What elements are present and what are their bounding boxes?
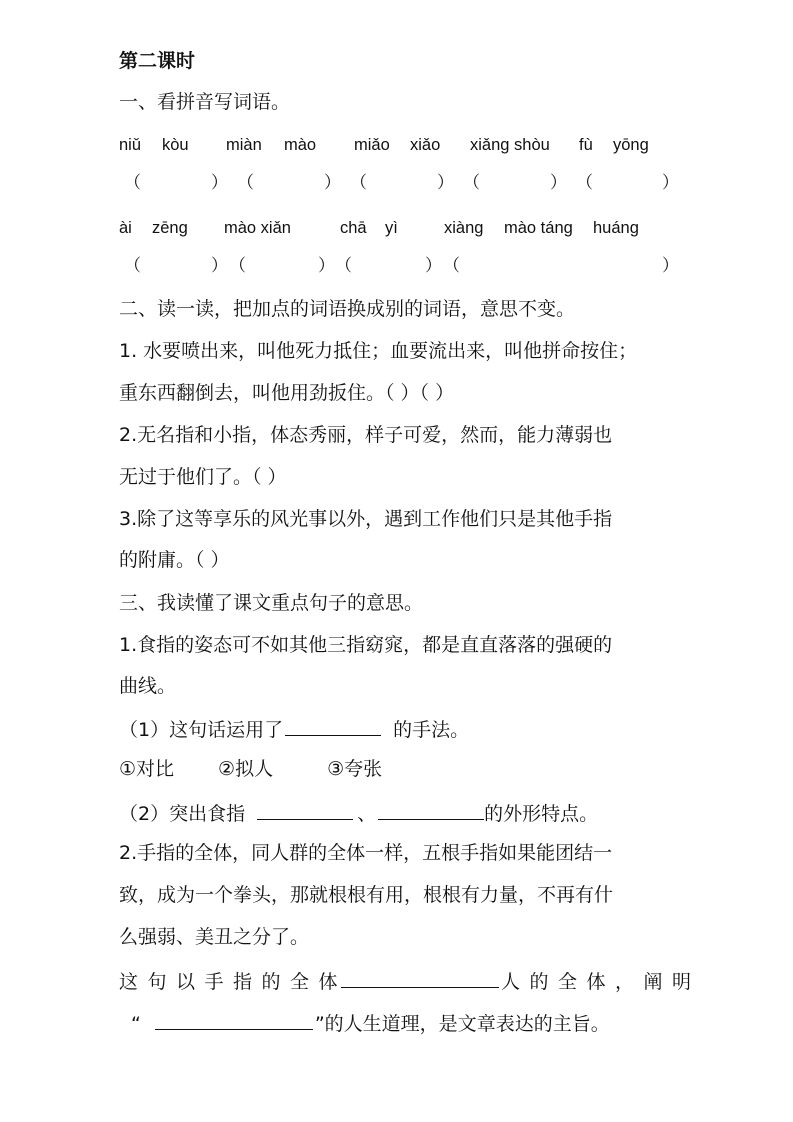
section3-q2-line1: 2.手指的全体，同人群的全体一样，五根手指如果能团结一 xyxy=(119,842,613,864)
section2-q3-line2: 的附庸。（ ） xyxy=(119,549,230,571)
pinyin-item: fù xyxy=(579,136,593,154)
sub1-prefix: （1）这句话运用了 xyxy=(119,719,284,741)
section3-heading: 三、我读懂了课文重点句子的意思。 xyxy=(119,592,424,614)
sub1-suffix: 的手法。 xyxy=(393,719,470,741)
section2-q1-line1: 1. 水要喷出来，叫他死力抵住；血要流出来，叫他拼命按住； xyxy=(119,340,638,362)
section3-q1-line1: 1.食指的姿态可不如其他三指窈窕，都是直直落落的强硬的 xyxy=(119,634,613,656)
pinyin-item: mào xyxy=(284,136,317,154)
section3-q2-line2: 致，成为一个拳头，那就根根有用，根根有力量，不再有什 xyxy=(119,884,614,906)
option-item: ③夸张 xyxy=(327,758,383,780)
sub2-prefix: （2）突出食指 xyxy=(119,803,246,825)
sub2-suffix: 的外形特点。 xyxy=(484,803,599,825)
close-paren: ） xyxy=(662,173,679,193)
sub1-answer-blank[interactable] xyxy=(285,718,381,736)
pinyin-item: xiǎo xyxy=(410,136,441,154)
close-paren: ） xyxy=(211,173,228,193)
close-paren: ） xyxy=(437,173,454,193)
section3-q2-fill-line xyxy=(119,970,701,992)
pinyin-item: ài xyxy=(119,219,132,237)
open-paren: （ xyxy=(463,173,480,193)
pinyin-item: mào táng xyxy=(504,219,573,237)
section2-q2-line2: 无过于他们了。（ ） xyxy=(119,466,287,488)
open-paren: （ xyxy=(350,173,367,193)
close-paren: ） xyxy=(425,256,442,276)
section2-q2-line1: 2.无名指和小指，体态秀丽，样子可爱，然而，能力薄弱也 xyxy=(119,424,613,446)
pinyin-item: xiàng xyxy=(444,219,484,237)
quote-close: ”的人生道理，是文章表达的主旨。 xyxy=(314,1013,610,1035)
close-paren: ） xyxy=(662,256,679,276)
section3-options xyxy=(119,760,382,779)
option-item: ①对比 xyxy=(119,758,175,780)
pinyin-item: miǎo xyxy=(354,136,390,154)
pinyin-item: yōng xyxy=(613,136,649,154)
fill-answer-blank-2[interactable] xyxy=(155,1012,313,1030)
section1-heading: 一、看拼音写词语。 xyxy=(119,91,291,113)
section2-q3-line1: 3.除了这等享乐的风光事以外，遇到工作他们只是其他手指 xyxy=(119,508,613,530)
pinyin-item: huáng xyxy=(593,219,639,237)
fill-answer-blank-1[interactable] xyxy=(341,970,499,988)
section3-sub1 xyxy=(119,718,469,740)
pinyin-item: zēng xyxy=(152,219,188,237)
pinyin-item: chā xyxy=(340,219,367,237)
option-item: ②拟人 xyxy=(218,758,274,780)
pinyin-item: kòu xyxy=(162,136,189,154)
sub2-answer-blank-1[interactable] xyxy=(257,802,353,820)
section3-q2-conclusion xyxy=(131,1012,610,1034)
sub2-answer-blank-2[interactable] xyxy=(378,802,484,820)
open-paren: （ xyxy=(576,173,593,193)
lesson-title: 第二课时 xyxy=(119,50,196,72)
pinyin-item: xiǎng shòu xyxy=(470,136,550,154)
pinyin-item: yì xyxy=(385,219,398,237)
fill-mid: 人的全体，阐明 xyxy=(501,971,701,993)
close-paren: ） xyxy=(324,173,341,193)
close-paren: ） xyxy=(550,173,567,193)
section3-q1-line2: 曲线。 xyxy=(119,675,177,697)
section2-q1-line2: 重东西翻倒去，叫他用劲扳住。（ ）（ ） xyxy=(119,382,455,404)
open-paren: （ xyxy=(124,256,141,276)
open-paren: （ xyxy=(124,173,141,193)
close-paren: ） xyxy=(318,256,335,276)
open-paren: （ xyxy=(443,256,460,276)
fill-prefix: 这句以手指的全体 xyxy=(119,971,348,993)
pinyin-item: miàn xyxy=(226,136,262,154)
close-paren: ） xyxy=(211,256,228,276)
section3-q2-line3: 么强弱、美丑之分了。 xyxy=(119,926,310,948)
sub2-separator: 、 xyxy=(357,803,377,825)
section2-heading: 二、读一读，把加点的词语换成别的词语，意思不变。 xyxy=(119,298,576,320)
open-paren: （ xyxy=(335,256,352,276)
section3-sub2 xyxy=(119,802,598,824)
open-paren: （ xyxy=(237,173,254,193)
open-paren: （ xyxy=(229,256,246,276)
pinyin-item: mào xiǎn xyxy=(224,219,291,237)
pinyin-item: niǔ xyxy=(119,136,142,154)
quote-open: “ xyxy=(131,1013,141,1035)
